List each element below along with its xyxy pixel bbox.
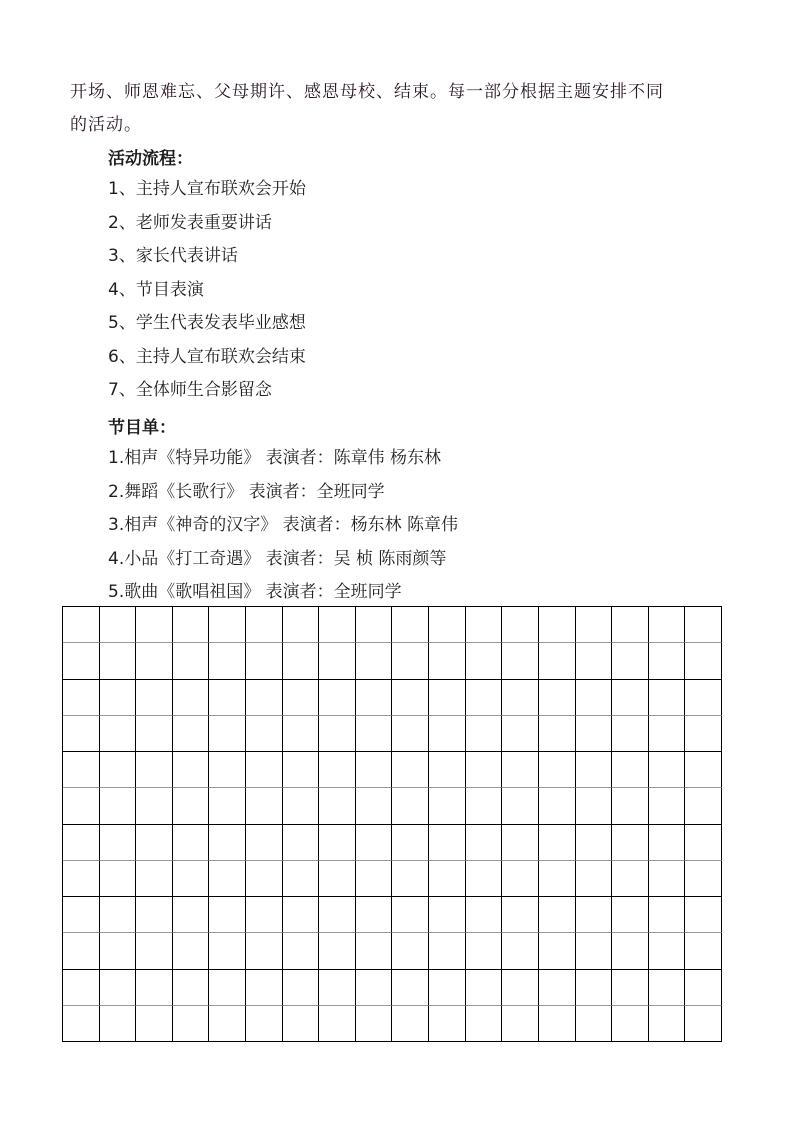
- grid-cell: [466, 716, 503, 752]
- grid-cell: [136, 861, 173, 897]
- grid-cell: [429, 861, 466, 897]
- grid-cell: [466, 1006, 503, 1042]
- grid-cell: [649, 933, 686, 969]
- grid-cell: [173, 752, 210, 788]
- grid-cell: [246, 1006, 283, 1042]
- grid-cell: [649, 643, 686, 679]
- grid-cell: [209, 970, 246, 1006]
- grid-cell: [576, 825, 613, 861]
- grid-cell: [502, 716, 539, 752]
- grid-cell: [63, 752, 100, 788]
- grid-cell: [319, 970, 356, 1006]
- grid-cell: [576, 897, 613, 933]
- grid-cell: [612, 933, 649, 969]
- grid-cell: [576, 607, 613, 643]
- grid-cell: [100, 1006, 137, 1042]
- grid-cell: [209, 716, 246, 752]
- grid-cell: [466, 861, 503, 897]
- grid-cell: [209, 752, 246, 788]
- program-item: 5.歌曲《歌唱祖国》 表演者：全班同学: [108, 582, 402, 602]
- grid-cell: [649, 788, 686, 824]
- grid-cell: [649, 897, 686, 933]
- grid-cell: [283, 607, 320, 643]
- program-item: 4.小品《打工奇遇》 表演者：吴 桢 陈雨颜等: [108, 548, 447, 569]
- grid-cell: [429, 970, 466, 1006]
- grid-cell: [136, 825, 173, 861]
- grid-cell: [283, 897, 320, 933]
- grid-cell: [319, 897, 356, 933]
- grid-cell: [502, 1006, 539, 1042]
- grid-cell: [173, 680, 210, 716]
- grid-cell: [466, 788, 503, 824]
- grid-cell: [649, 607, 686, 643]
- grid-cell: [429, 607, 466, 643]
- process-step: 6、主持人宣布联欢会结束: [108, 346, 306, 367]
- grid-cell: [649, 716, 686, 752]
- grid-cell: [356, 970, 393, 1006]
- grid-cell: [63, 825, 100, 861]
- grid-cell: [319, 933, 356, 969]
- grid-cell: [429, 643, 466, 679]
- grid-cell: [209, 643, 246, 679]
- grid-cell: [319, 788, 356, 824]
- grid-cell: [392, 716, 429, 752]
- grid-cell: [392, 752, 429, 788]
- grid-cell: [100, 825, 137, 861]
- grid-cell: [685, 897, 722, 933]
- grid-cell: [136, 970, 173, 1006]
- grid-cell: [173, 716, 210, 752]
- grid-cell: [392, 643, 429, 679]
- grid-cell: [63, 897, 100, 933]
- grid-cell: [136, 716, 173, 752]
- grid-cell: [466, 897, 503, 933]
- grid-cell: [576, 1006, 613, 1042]
- grid-cell: [136, 607, 173, 643]
- grid-cell: [612, 825, 649, 861]
- grid-cell: [429, 897, 466, 933]
- grid-cell: [502, 680, 539, 716]
- process-step: 3、家长代表讲话: [108, 246, 238, 266]
- grid-cell: [576, 643, 613, 679]
- grid-cell: [576, 861, 613, 897]
- grid-cell: [63, 680, 100, 716]
- grid-cell: [685, 752, 722, 788]
- grid-cell: [466, 970, 503, 1006]
- program-heading: 节目单：: [108, 418, 176, 438]
- grid-cell: [576, 933, 613, 969]
- grid-cell: [539, 680, 576, 716]
- grid-cell: [576, 752, 613, 788]
- grid-cell: [209, 1006, 246, 1042]
- grid-cell: [539, 861, 576, 897]
- grid-cell: [319, 1006, 356, 1042]
- grid-cell: [612, 607, 649, 643]
- grid-cell: [319, 643, 356, 679]
- grid-cell: [685, 861, 722, 897]
- grid-cell: [136, 1006, 173, 1042]
- grid-cell: [392, 680, 429, 716]
- grid-cell: [539, 643, 576, 679]
- grid-cell: [246, 607, 283, 643]
- grid-cell: [283, 643, 320, 679]
- grid-cell: [319, 861, 356, 897]
- grid-cell: [466, 643, 503, 679]
- grid-cell: [136, 680, 173, 716]
- grid-cell: [283, 752, 320, 788]
- grid-cell: [685, 788, 722, 824]
- grid-cell: [685, 1006, 722, 1042]
- process-heading: 活动流程：: [108, 149, 193, 169]
- grid-cell: [466, 825, 503, 861]
- grid-cell: [685, 680, 722, 716]
- grid-cell: [209, 607, 246, 643]
- grid-cell: [356, 607, 393, 643]
- grid-cell: [502, 607, 539, 643]
- grid-cell: [136, 752, 173, 788]
- grid-cell: [539, 752, 576, 788]
- writing-grid: [62, 606, 722, 1042]
- process-step: 5、学生代表发表毕业感想: [108, 313, 306, 333]
- grid-cell: [319, 825, 356, 861]
- grid-cell: [246, 970, 283, 1006]
- process-list: [108, 173, 306, 408]
- grid-cell: [502, 643, 539, 679]
- grid-cell: [539, 897, 576, 933]
- grid-cell: [612, 861, 649, 897]
- grid-cell: [100, 643, 137, 679]
- grid-cell: [63, 643, 100, 679]
- grid-cell: [649, 752, 686, 788]
- grid-cell: [63, 970, 100, 1006]
- grid-cell: [283, 788, 320, 824]
- grid-cell: [429, 752, 466, 788]
- grid-cell: [283, 970, 320, 1006]
- grid-cell: [576, 680, 613, 716]
- grid-cell: [356, 643, 393, 679]
- grid-cell: [283, 680, 320, 716]
- grid-cell: [429, 716, 466, 752]
- process-step: 2、老师发表重要讲话: [108, 212, 272, 233]
- grid-cell: [466, 607, 503, 643]
- grid-cell: [100, 680, 137, 716]
- grid-cell: [100, 970, 137, 1006]
- grid-cell: [576, 716, 613, 752]
- grid-cell: [136, 788, 173, 824]
- grid-cell: [356, 897, 393, 933]
- grid-cell: [685, 970, 722, 1006]
- grid-cell: [502, 752, 539, 788]
- grid-cell: [649, 1006, 686, 1042]
- grid-cell: [100, 861, 137, 897]
- grid-cell: [539, 970, 576, 1006]
- intro-line-2: 的活动。: [70, 115, 142, 135]
- grid-cell: [539, 716, 576, 752]
- grid-cell: [392, 788, 429, 824]
- grid-cell: [283, 716, 320, 752]
- grid-cell: [612, 752, 649, 788]
- grid-cell: [209, 933, 246, 969]
- program-item: 3.相声《神奇的汉字》 表演者：杨东林 陈章伟: [108, 515, 459, 535]
- grid-cell: [392, 861, 429, 897]
- grid-cell: [173, 1006, 210, 1042]
- grid-cell: [246, 933, 283, 969]
- grid-cell: [173, 897, 210, 933]
- grid-cell: [392, 897, 429, 933]
- program-item: 2.舞蹈《长歌行》 表演者：全班同学: [108, 481, 385, 502]
- grid-cell: [209, 897, 246, 933]
- grid-cell: [246, 680, 283, 716]
- grid-cell: [100, 788, 137, 824]
- grid-cell: [63, 716, 100, 752]
- grid-cell: [685, 825, 722, 861]
- grid-cell: [649, 970, 686, 1006]
- grid-cell: [502, 788, 539, 824]
- grid-cell: [539, 825, 576, 861]
- grid-cell: [173, 861, 210, 897]
- grid-cell: [246, 716, 283, 752]
- grid-cell: [649, 825, 686, 861]
- grid-cell: [246, 752, 283, 788]
- process-step: 7、全体师生合影留念: [108, 380, 272, 400]
- grid-cell: [356, 933, 393, 969]
- grid-cell: [356, 788, 393, 824]
- grid-cell: [392, 933, 429, 969]
- grid-cell: [283, 933, 320, 969]
- grid-cell: [63, 1006, 100, 1042]
- grid-cell: [576, 970, 613, 1006]
- grid-cell: [356, 861, 393, 897]
- grid-cell: [466, 680, 503, 716]
- grid-cell: [356, 825, 393, 861]
- grid-cell: [612, 897, 649, 933]
- grid-cell: [685, 933, 722, 969]
- grid-cell: [100, 897, 137, 933]
- grid-cell: [173, 607, 210, 643]
- grid-cell: [136, 897, 173, 933]
- grid-cell: [173, 825, 210, 861]
- grid-cell: [429, 680, 466, 716]
- grid-cell: [173, 933, 210, 969]
- grid-cell: [209, 788, 246, 824]
- grid-cell: [100, 933, 137, 969]
- grid-cell: [392, 970, 429, 1006]
- grid-cell: [649, 680, 686, 716]
- intro-line-1: 开场、师恩难忘、父母期许、感恩母校、结束。每一部分根据主题安排不同: [70, 82, 664, 102]
- grid-cell: [466, 933, 503, 969]
- grid-cell: [319, 716, 356, 752]
- grid-cell: [502, 970, 539, 1006]
- grid-cell: [466, 752, 503, 788]
- grid-cell: [63, 788, 100, 824]
- grid-cell: [209, 825, 246, 861]
- grid-cell: [612, 716, 649, 752]
- grid-cell: [356, 716, 393, 752]
- grid-cell: [173, 788, 210, 824]
- grid-cell: [209, 861, 246, 897]
- grid-cell: [502, 897, 539, 933]
- grid-cell: [319, 680, 356, 716]
- grid-cell: [356, 1006, 393, 1042]
- grid-cell: [539, 607, 576, 643]
- grid-cell: [539, 788, 576, 824]
- grid-cell: [502, 861, 539, 897]
- grid-cell: [429, 825, 466, 861]
- grid-cell: [576, 788, 613, 824]
- grid-cell: [685, 607, 722, 643]
- grid-cell: [246, 897, 283, 933]
- grid-cell: [612, 970, 649, 1006]
- grid-cell: [392, 607, 429, 643]
- grid-cell: [612, 643, 649, 679]
- grid-cell: [100, 716, 137, 752]
- grid-cell: [502, 825, 539, 861]
- grid-cell: [649, 861, 686, 897]
- grid-cell: [685, 716, 722, 752]
- grid-cell: [319, 607, 356, 643]
- grid-cell: [612, 1006, 649, 1042]
- grid-cell: [63, 607, 100, 643]
- grid-cell: [429, 933, 466, 969]
- grid-cell: [100, 752, 137, 788]
- grid-cell: [283, 861, 320, 897]
- grid-cell: [429, 1006, 466, 1042]
- grid-cell: [283, 825, 320, 861]
- grid-cell: [283, 1006, 320, 1042]
- grid-cell: [356, 752, 393, 788]
- grid-cell: [100, 607, 137, 643]
- grid-cell: [63, 861, 100, 897]
- grid-cell: [392, 825, 429, 861]
- grid-cell: [246, 861, 283, 897]
- intro-paragraph: [70, 76, 740, 142]
- grid-cell: [246, 643, 283, 679]
- grid-cell: [392, 1006, 429, 1042]
- grid-cell: [173, 970, 210, 1006]
- grid-cell: [246, 788, 283, 824]
- grid-cell: [136, 643, 173, 679]
- process-step: 4、节目表演: [108, 279, 204, 300]
- grid-cell: [63, 933, 100, 969]
- grid-cell: [136, 933, 173, 969]
- grid-cell: [612, 680, 649, 716]
- program-list: [108, 442, 458, 610]
- grid-cell: [173, 643, 210, 679]
- program-item: 1.相声《特异功能》 表演者：陈章伟 杨东林: [108, 448, 442, 468]
- grid-cell: [685, 643, 722, 679]
- grid-cell: [502, 933, 539, 969]
- grid-cell: [356, 680, 393, 716]
- grid-cell: [539, 1006, 576, 1042]
- grid-cell: [209, 680, 246, 716]
- grid-cell: [319, 752, 356, 788]
- grid-cell: [612, 788, 649, 824]
- process-step: 1、主持人宣布联欢会开始: [108, 179, 306, 199]
- grid-cell: [429, 788, 466, 824]
- grid-cell: [539, 933, 576, 969]
- grid-cell: [246, 825, 283, 861]
